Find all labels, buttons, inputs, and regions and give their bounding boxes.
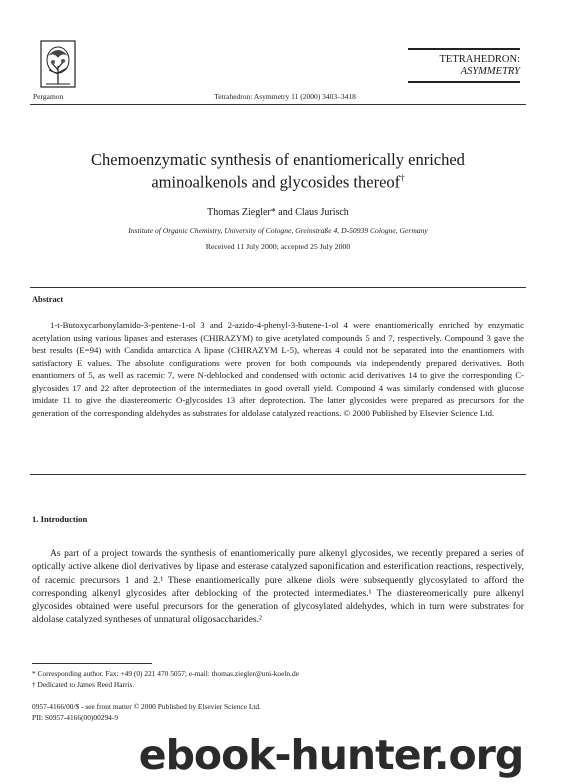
masthead-subtitle: ASYMMETRY	[460, 66, 520, 77]
received-dates: Received 11 July 2000; accepted 25 July 2000	[205, 242, 351, 251]
header-rule	[30, 104, 526, 105]
title-line-1: Chemoenzymatic synthesis of enantiomerically enriched	[91, 150, 465, 169]
abstract-bottom-rule	[30, 474, 526, 475]
affiliation: Institute of Organic Chemistry, University of Cologne, Greinstraße 4, D-50939 Cologne, Germany	[128, 226, 428, 235]
title-line-2: aminoalkenols and glycosides thereof†	[151, 172, 405, 192]
introduction-paragraph: As part of a project towards the synthesis of enantiomerically pure alkenyl glycosides, we recently prepared a series of optically active alkene diol derivatives by lipase and esterase catalyzed saponification and esterification reactions, respectively, of racemic precursors 1 and 2.¹ These enantiomerically pure alkene diols were subsequently glycosylated to afford the corresponding alkenyl glycosides after deblocking of the protected intermediates.¹ The diastereomerically pure alkenyl glycosides obtained were useful precursors for the generation of glycosylated aldehydes, which in turn were substrates for aldolase catalyzed syntheses of unnatural oligosaccharides.²	[32, 548, 524, 626]
abstract-heading: Abstract	[32, 295, 64, 304]
section-heading-introduction: 1. Introduction	[32, 514, 88, 524]
title-dagger: †	[400, 173, 405, 183]
abstract-top-rule	[30, 287, 526, 288]
footnote-corresponding-author: * Corresponding author. Fax: +49 (0) 221 470 5057; e-mail: thomas.ziegler@uni-koeln.de	[32, 669, 299, 678]
pii-line: PII: S0957-4166(00)00294-9	[32, 713, 119, 722]
watermark-text: ebook-hunter.org	[138, 731, 524, 779]
publisher-name: Pergamon	[33, 92, 64, 101]
masthead-title: TETRAHEDRON:	[439, 54, 520, 65]
journal-masthead	[408, 48, 520, 83]
author-list: Thomas Ziegler* and Claus Jurisch	[207, 207, 349, 218]
article-title	[30, 150, 526, 192]
footnote-dedication: † Dedicated to James Reed Harris.	[32, 680, 135, 689]
footnote-rule	[32, 663, 152, 664]
abstract-text: 1-t-Butoxycarbonylamido-3-pentene-1-ol 3 and 2-azido-4-phenyl-3-butene-1-ol 4 were enantiomerically enriched by enzymatic acetylation using various lipases and esterases (CHIRAZYM) to give acetylated compounds 5 and 7, respectively. Compound 3 gave the best results (E=94) with Candida antarctica A lipase (CHIRAZYM L-5), whereas 4 could not be separated into the enantiomers with satisfactory E values. The absolute configurations were proven for both compounds via independently prepared derivatives. Both enantiomers of 5, as well as racemic 7, were N-deblocked and condensed with octonic acid derivatives 14 to give the corresponding C-glycosides 17 and 22 after deprotection of the intermediates in good overall yield. Compound 4 was similarly condensed with glucose imidate 11 to give the diastereomeric O-glycosides 13 after deprotection. The latter glycosides were prepared as precursors for the generation of the corresponding aldehydes as substrates for aldolase catalyzed reactions. © 2000 Published by Elsevier Science Ltd.	[32, 320, 524, 418]
journal-citation: Tetrahedron: Asymmetry 11 (2000) 3403–3418	[214, 92, 356, 101]
issn-line: 0957-4166/00/$ - see front matter © 2000 Published by Elsevier Science Ltd.	[32, 702, 261, 711]
elsevier-tree-logo	[40, 40, 76, 88]
